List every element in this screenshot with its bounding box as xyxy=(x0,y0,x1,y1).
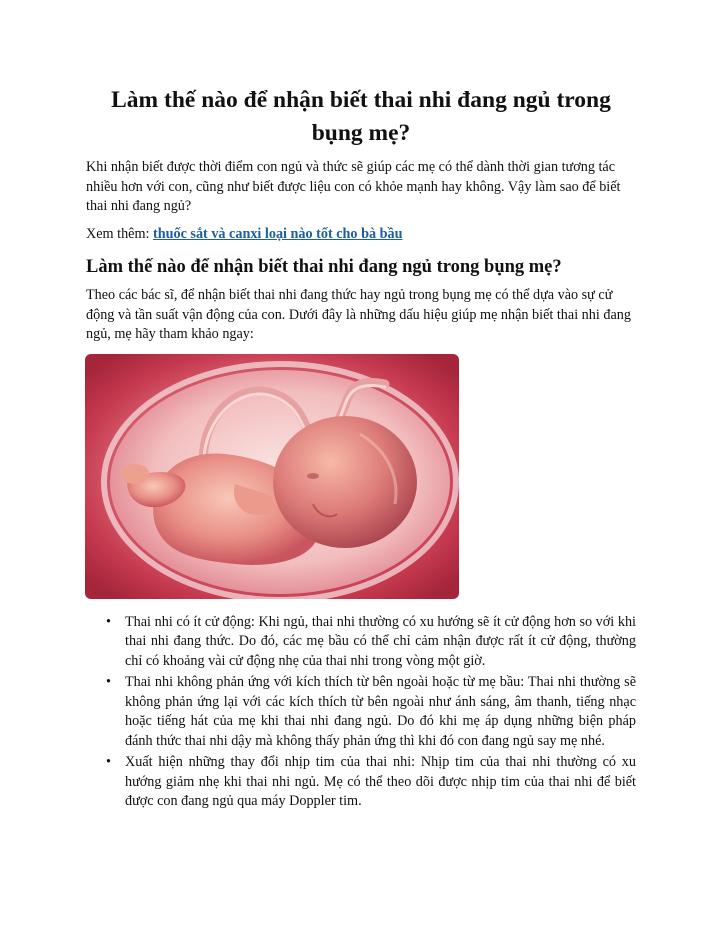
list-item-text: Thai nhi không phản ứng với kích thích từ bên ngoài hoặc từ mẹ bầu: Thai nhi thường sẽ không phản ứng lại với các kích thích từ bên ngoài như ánh sáng, âm thanh, tiếng nhạc hoặc tiếng hát của mẹ khi thai nhi đang ngủ. Do đó khi mẹ áp dụng những biện pháp đánh thức thai nhi dậy mà không thấy phản ứng thì khi đó con đang ngủ say mẹ nhé. xyxy=(125,674,636,749)
document-page xyxy=(86,84,636,814)
sleep-signs-list xyxy=(86,613,636,812)
list-item-text: Thai nhi có ít cử động: Khi ngủ, thai nhi thường có xu hướng sẽ ít cử động hơn so với khi thai nhi đang thức. Do đó, các mẹ bầu có thể chỉ cảm nhận được rất ít cử động, thường chỉ có khoảng vài cử động nhẹ của thai nhi trong vòng một giờ. xyxy=(125,613,636,669)
see-also-label: Xem thêm: xyxy=(86,225,153,242)
list-item xyxy=(86,673,636,751)
list-item xyxy=(86,613,636,672)
bullet-icon: • xyxy=(106,754,111,770)
see-also-line xyxy=(86,225,636,245)
list-item xyxy=(86,753,636,812)
section-heading: Làm thế nào để nhận biết thai nhi đang ngủ trong bụng mẹ? xyxy=(86,257,562,277)
bullet-icon: • xyxy=(106,613,111,630)
page-title: Làm thế nào để nhận biết thai nhi đang ngủ trong bụng mẹ? xyxy=(111,87,611,146)
section-intro-paragraph: Theo các bác sĩ, để nhận biết thai nhi đang thức hay ngủ trong bụng mẹ có thể dựa vào sự cử động và tần suất vận động của con. Dưới đây là những dấu hiệu giúp mẹ nhận biết thai nhi đang ngủ, mẹ hãy tham khảo ngay: xyxy=(86,287,631,342)
list-item-text: Xuất hiện những thay đổi nhịp tim của thai nhi: Nhịp tim của thai nhi thường có xu hướng giảm nhẹ khi thai nhi ngủ. Mẹ có thể theo dõi được nhịp tim của thai nhi để biết được con đang ngủ qua máy Doppler tim. xyxy=(125,754,636,809)
see-also-link[interactable]: thuốc sắt và canxi loại nào tốt cho bà bầu xyxy=(152,225,403,242)
bullet-icon: • xyxy=(106,674,111,690)
intro-paragraph: Khi nhận biết được thời điểm con ngủ và thức sẽ giúp các mẹ có thể dành thời gian tương tác nhiều hơn với con, cũng như biết được liệu con có khỏe mạnh hay không. Vậy làm sao để biết thai nhi đang ngủ? xyxy=(86,159,621,214)
fetus-illustration xyxy=(85,354,459,599)
